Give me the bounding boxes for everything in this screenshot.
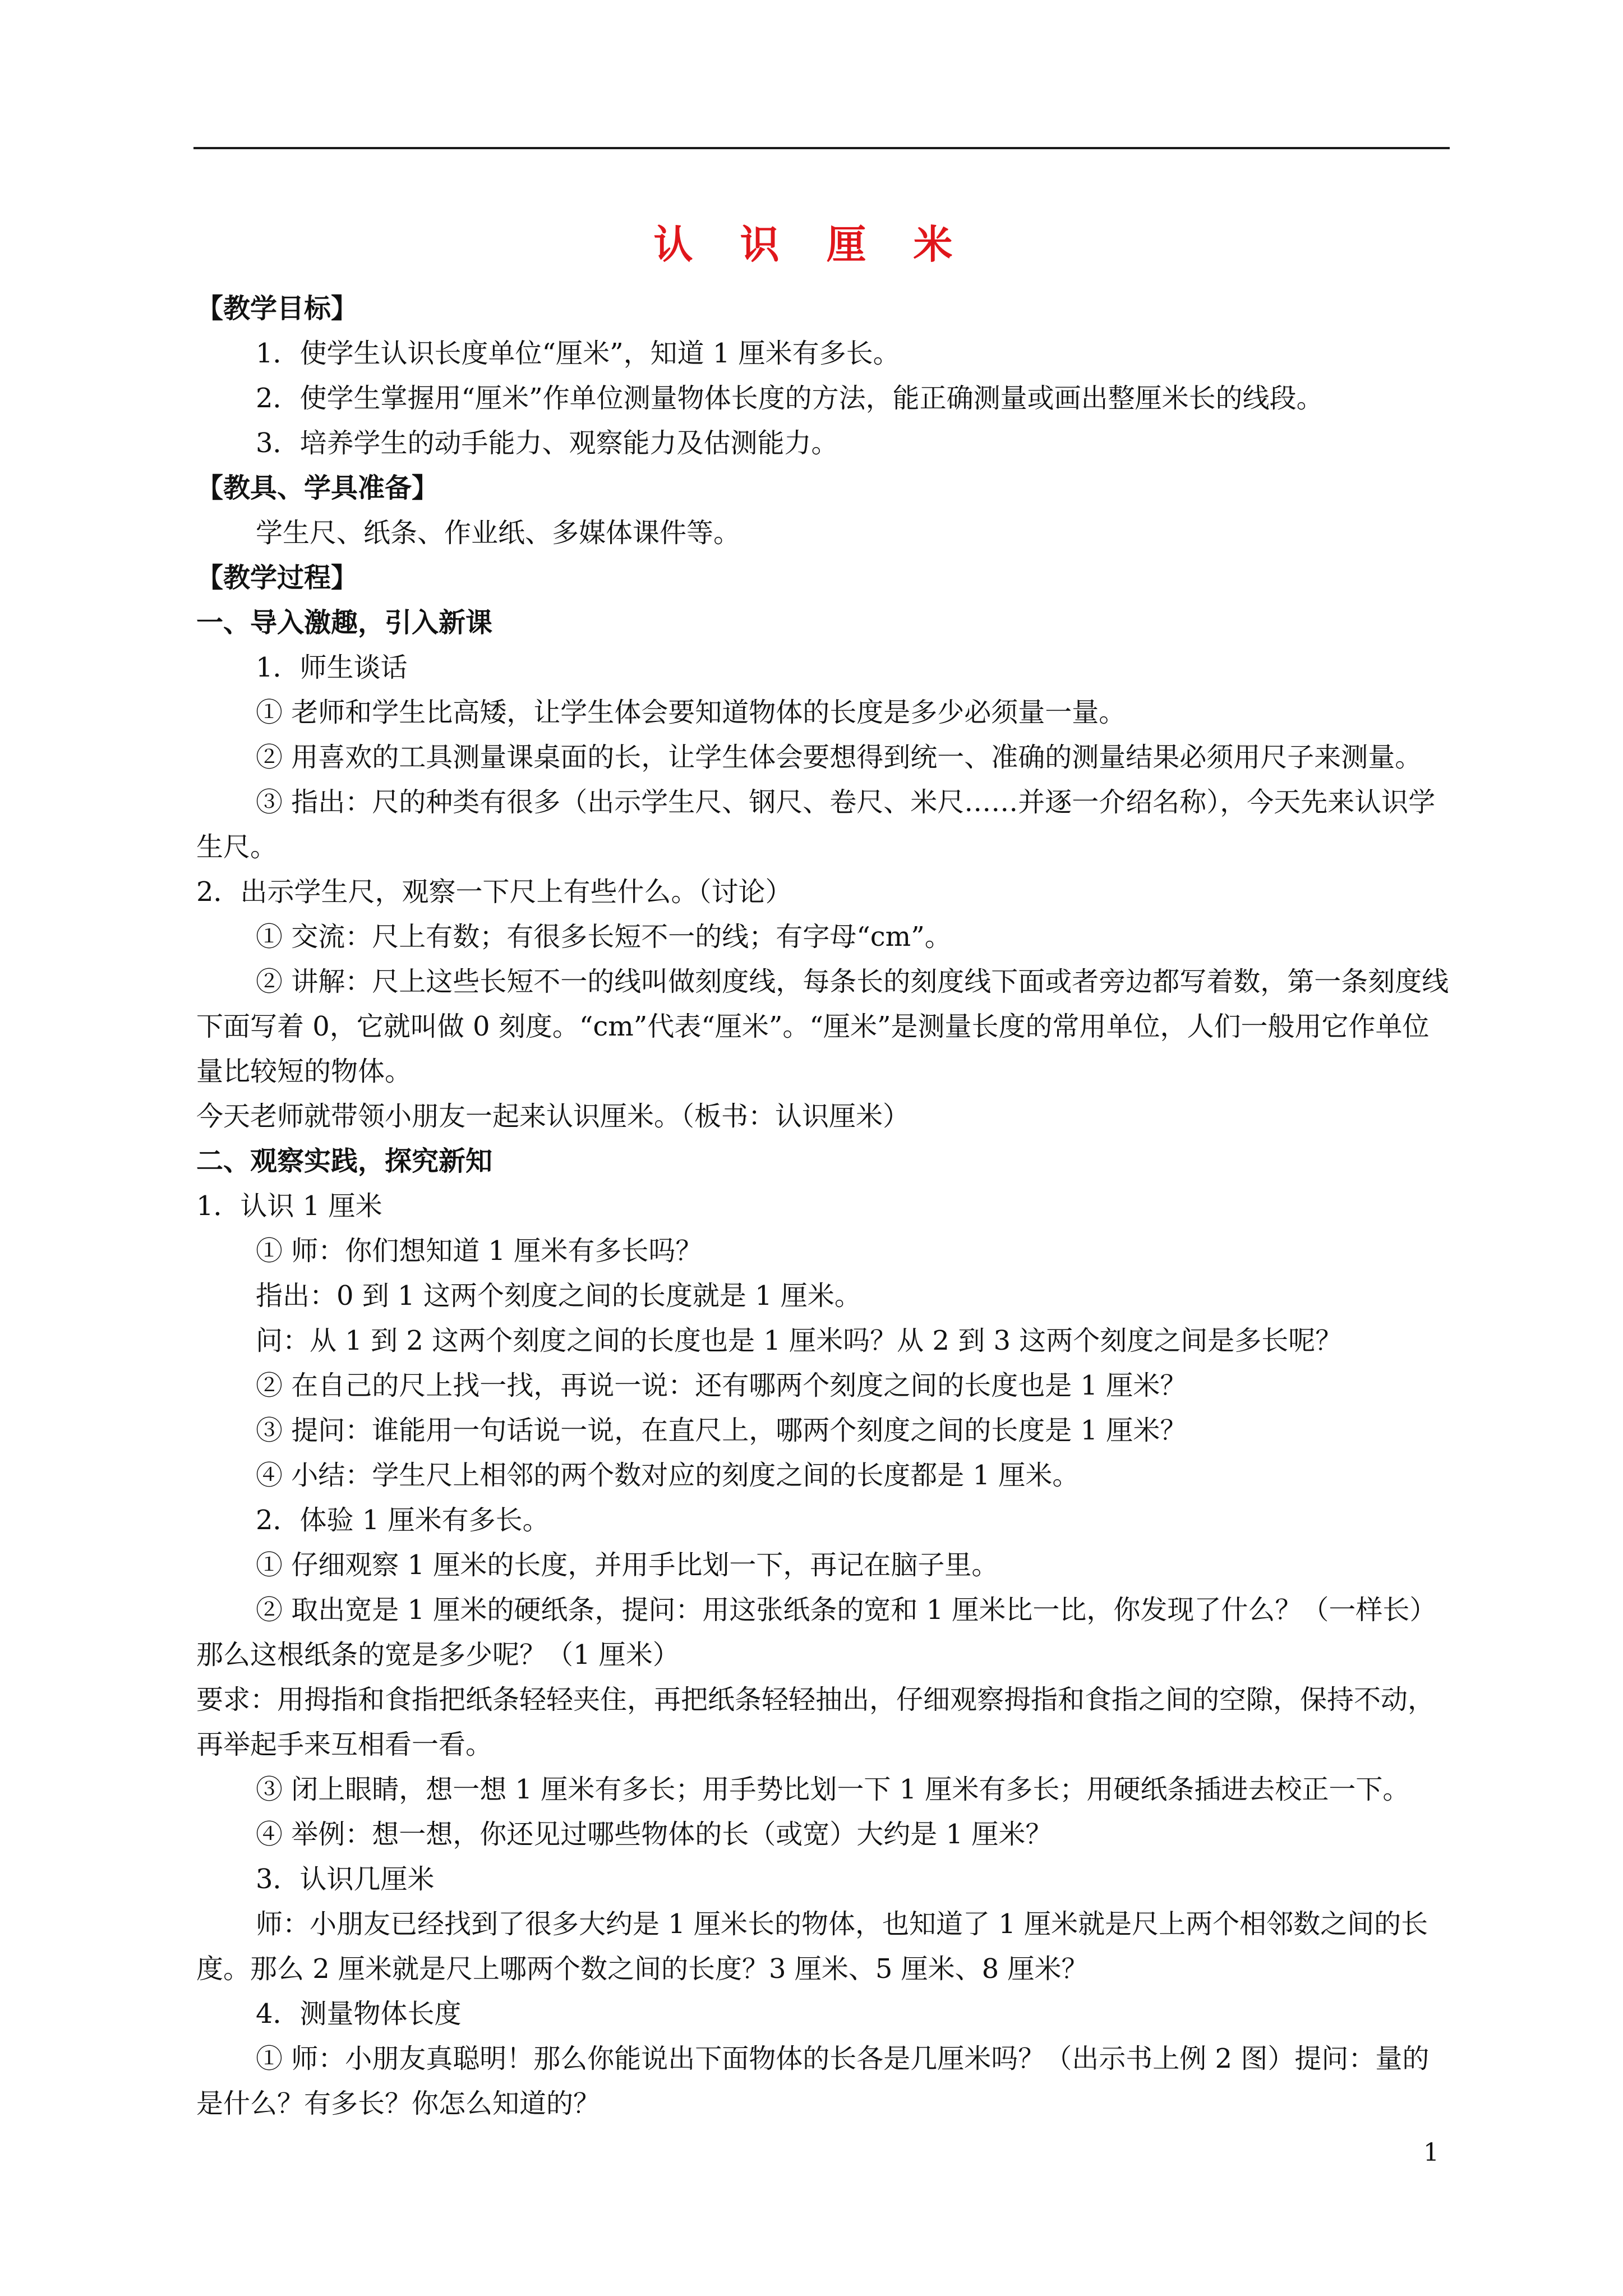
section-heading: 一、导入激趣，引入新课 xyxy=(196,607,493,638)
paragraph: 4．测量物体长度 xyxy=(256,1998,462,2030)
paragraph: 学生尺、纸条、作业纸、多媒体课件等。 xyxy=(256,517,741,549)
header-rule xyxy=(193,147,1450,149)
paragraph: ① 师：小朋友真聪明！那么你能说出下面物体的长各是几厘米吗？（出示书上例 2 图）提问：量的是什么？有多长？你怎么知道的？ xyxy=(196,2043,1430,2119)
paragraph: 2．使学生掌握用“厘米”作单位测量物体长度的方法，能正确测量或画出整厘米长的线段。 xyxy=(256,383,1324,414)
paragraph: ① 师：你们想知道 1 厘米有多长吗？ xyxy=(256,1235,703,1267)
paragraph: 1．师生谈话 xyxy=(256,652,408,683)
paragraph: ① 交流：尺上有数；有很多长短不一的线；有字母“cm”。 xyxy=(256,921,952,953)
paragraph: ③ 提问：谁能用一句话说一说，在直尺上，哪两个刻度之间的长度是 1 厘米？ xyxy=(256,1415,1187,1446)
paragraph: 指出：0 到 1 这两个刻度之间的长度就是 1 厘米。 xyxy=(256,1280,861,1312)
section-heading: 【教具、学具准备】 xyxy=(196,472,439,504)
paragraph: 3．培养学生的动手能力、观察能力及估测能力。 xyxy=(256,427,838,459)
paragraph: 1．使学生认识长度单位“厘米”，知道 1 厘米有多长。 xyxy=(256,338,900,369)
paragraph: ② 讲解：尺上这些长短不一的线叫做刻度线，每条长的刻度线下面或者旁边都写着数，第一条刻度线下面写着 0，它就叫做 0 刻度。“cm”代表“厘米”。“厘米”是测量长度的常用单位，人们一般用它作单位量比较短的物体。 xyxy=(196,966,1449,1087)
paragraph: 问：从 1 到 2 这两个刻度之间的长度也是 1 厘米吗？从 2 到 3 这两个刻度之间是多长呢？ xyxy=(256,1325,1343,1356)
paragraph: 今天老师就带领小朋友一起来认识厘米。（板书：认识厘米） xyxy=(196,1101,910,1132)
section-heading: 二、观察实践，探究新知 xyxy=(196,1145,493,1177)
paragraph: 要求：用拇指和食指把纸条轻轻夹住，再把纸条轻轻抽出，仔细观察拇指和食指之间的空隙，保持不动，再举起手来互相看一看。 xyxy=(196,1684,1435,1760)
paragraph: ① 老师和学生比高矮，让学生体会要知道物体的长度是多少必须量一量。 xyxy=(256,697,1126,728)
paragraph: 师：小朋友已经找到了很多大约是 1 厘米长的物体，也知道了 1 厘米就是尺上两个相邻数之间的长度。那么 2 厘米就是尺上哪两个数之间的长度？3 厘米、5 厘米、8 厘米？ xyxy=(196,1908,1428,1985)
document-body xyxy=(196,286,1453,2126)
paragraph: 2．体验 1 厘米有多长。 xyxy=(256,1504,550,1536)
page-number: 1 xyxy=(1423,2138,1439,2167)
paragraph: ② 用喜欢的工具测量课桌面的长，让学生体会要想得到统一、准确的测量结果必须用尺子来测量。 xyxy=(256,742,1422,773)
section-heading: 【教学过程】 xyxy=(196,562,358,593)
paragraph: ④ 举例：想一想，你还见过哪些物体的长（或宽）大约是 1 厘米？ xyxy=(256,1819,1053,1850)
paragraph: ③ 闭上眼睛，想一想 1 厘米有多长；用手势比划一下 1 厘米有多长；用硬纸条插进去校正一下。 xyxy=(256,1774,1410,1805)
paragraph: ② 取出宽是 1 厘米的硬纸条，提问：用这张纸条的宽和 1 厘米比一比，你发现了什么？（一样长）那么这根纸条的宽是多少呢？（1 厘米） xyxy=(196,1594,1437,1671)
paragraph: ④ 小结：学生尺上相邻的两个数对应的刻度之间的长度都是 1 厘米。 xyxy=(256,1460,1080,1491)
paragraph: 2．出示学生尺，观察一下尺上有些什么。（讨论） xyxy=(196,876,792,908)
paragraph: 3．认识几厘米 xyxy=(256,1864,435,1895)
paragraph: 1．认识 1 厘米 xyxy=(196,1190,382,1222)
page-title: 认 识 厘 米 xyxy=(653,221,970,268)
paragraph: ① 仔细观察 1 厘米的长度，并用手比划一下，再记在脑子里。 xyxy=(256,1549,999,1581)
paragraph: ③ 指出：尺的种类有很多（出示学生尺、钢尺、卷尺、米尺……并逐一介绍名称），今天先来认识学生尺。 xyxy=(196,786,1436,863)
section-heading: 【教学目标】 xyxy=(196,293,358,324)
paragraph: ② 在自己的尺上找一找，再说一说：还有哪两个刻度之间的长度也是 1 厘米？ xyxy=(256,1370,1187,1401)
